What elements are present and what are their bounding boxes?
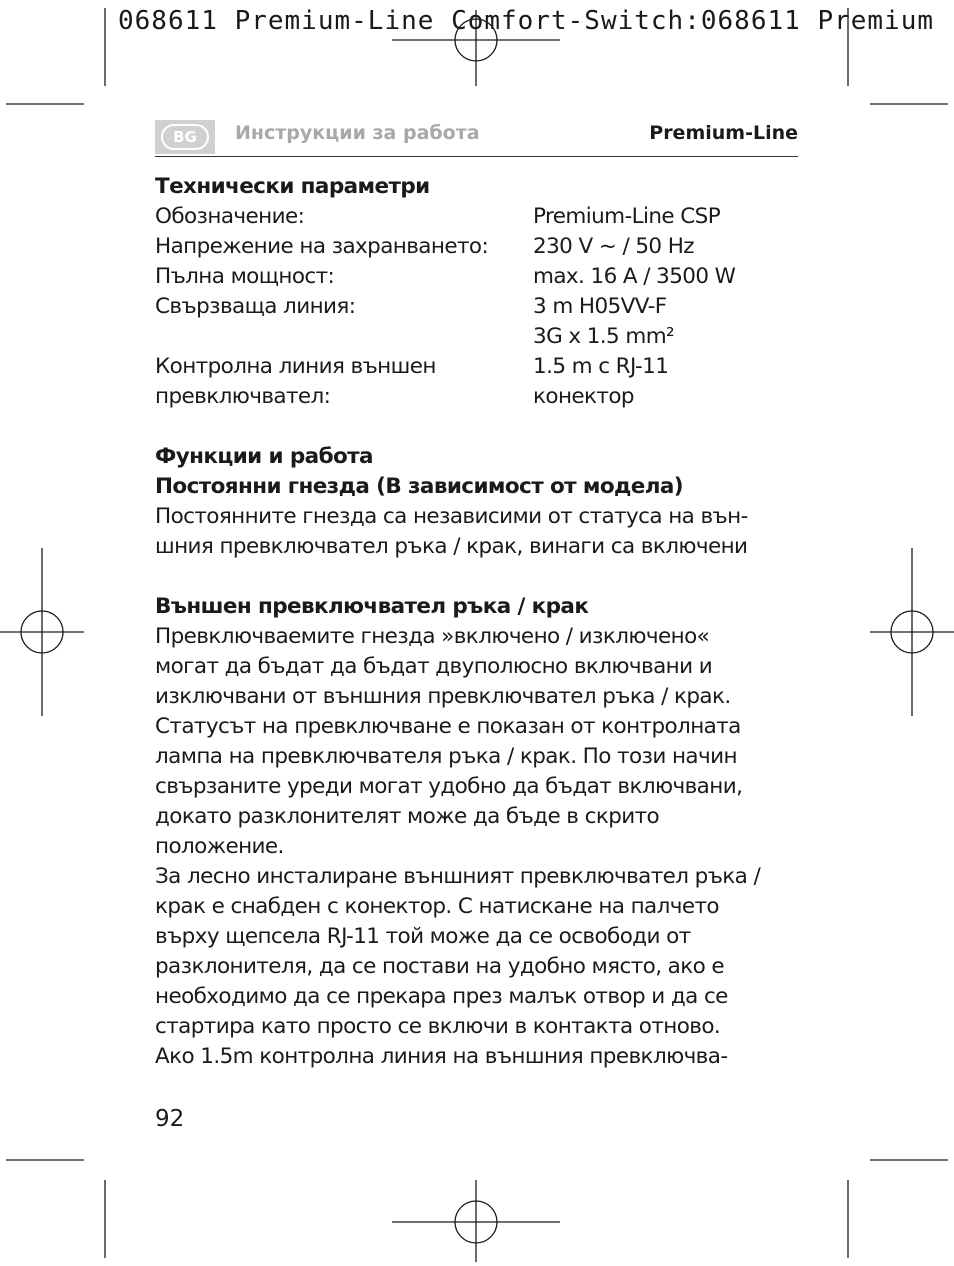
- functions-heading: Функции и работа: [155, 444, 373, 469]
- language-badge: [155, 120, 215, 154]
- paragraph-line: положение.: [155, 834, 284, 859]
- header-brand: Premium-Line: [649, 122, 798, 144]
- paragraph-line: стартира като просто се включи в контакта отново.: [155, 1014, 721, 1039]
- spec-row: [155, 232, 805, 262]
- language-badge-label: BG: [161, 124, 209, 150]
- paragraph-line: Постоянните гнезда са независими от статуса на вън-: [155, 504, 748, 529]
- spec-label: Свързваща линия:: [155, 294, 356, 319]
- spec-value: конектор: [533, 384, 634, 409]
- spec-label: Контролна линия външен: [155, 354, 436, 379]
- spec-label: [155, 322, 533, 352]
- paragraph-line: могат да бъдат да бъдат двуполюсно включвани и: [155, 654, 713, 679]
- paragraph-line: върху щепсела RJ-11 той може да се освободи от: [155, 924, 691, 949]
- spec-row: [155, 322, 805, 352]
- specs-heading: Технически параметри: [155, 174, 430, 199]
- spec-value: 230 V ~ / 50 Hz: [533, 234, 694, 259]
- spec-value: Premium-Line CSP: [533, 204, 721, 229]
- paragraph-line: За лесно инсталиране външният превключвател ръка /: [155, 864, 761, 889]
- specs-table: [155, 202, 805, 412]
- paragraph-line: лампа на превключвателя ръка / крак. По този начин: [155, 744, 737, 769]
- print-slug: 068611 Premium-Line Comfort-Switch:068611 Premium: [118, 6, 935, 36]
- paragraph-line: докато разклонителят може да бъде в скрито: [155, 804, 660, 829]
- paragraph-line: шния превключвател ръка / крак, винаги са включени: [155, 534, 748, 559]
- spec-row: [155, 262, 805, 292]
- header-title: Инструкции за работа: [235, 122, 480, 144]
- spec-row: [155, 292, 805, 322]
- paragraph-line: Статусът на превключване е показан от контролната: [155, 714, 741, 739]
- page-number: 92: [155, 1106, 185, 1132]
- spec-row: [155, 202, 805, 232]
- page-header: [155, 116, 798, 157]
- spec-value: 3G x 1.5 mm²: [533, 324, 675, 349]
- paragraph-line: необходимо да се прекара през малък отвор и да се: [155, 984, 728, 1009]
- paragraph-line: крак е снабден с конектор. С натискане на палчето: [155, 894, 719, 919]
- spec-value: 1.5 m с RJ-11: [533, 354, 669, 379]
- paragraph-line: свързаните уреди могат удобно да бъдат включвани,: [155, 774, 743, 799]
- spec-value: 3 m H05VV-F: [533, 294, 667, 319]
- permanent-sockets-heading: Постоянни гнезда (В зависимост от модела): [155, 474, 684, 499]
- spec-row: [155, 382, 805, 412]
- spec-row: [155, 352, 805, 382]
- paragraph-line: Ако 1.5m контролна линия на външния превключва-: [155, 1044, 728, 1069]
- external-switch-heading: Външен превключвател ръка / крак: [155, 594, 589, 619]
- spec-label: превключвател:: [155, 384, 331, 409]
- paragraph-line: разклонителя, да се постави на удобно място, ако е: [155, 954, 725, 979]
- page-content: [155, 172, 805, 1072]
- paragraph-line: изключвани от външния превключвател ръка / крак.: [155, 684, 731, 709]
- spec-value: max. 16 A / 3500 W: [533, 264, 736, 289]
- spec-label: Пълна мощност:: [155, 264, 335, 289]
- spec-label: Обозначение:: [155, 204, 305, 229]
- spec-label: Напрежение на захранването:: [155, 234, 489, 259]
- paragraph-line: Превключваемите гнезда »включено / изключено«: [155, 624, 710, 649]
